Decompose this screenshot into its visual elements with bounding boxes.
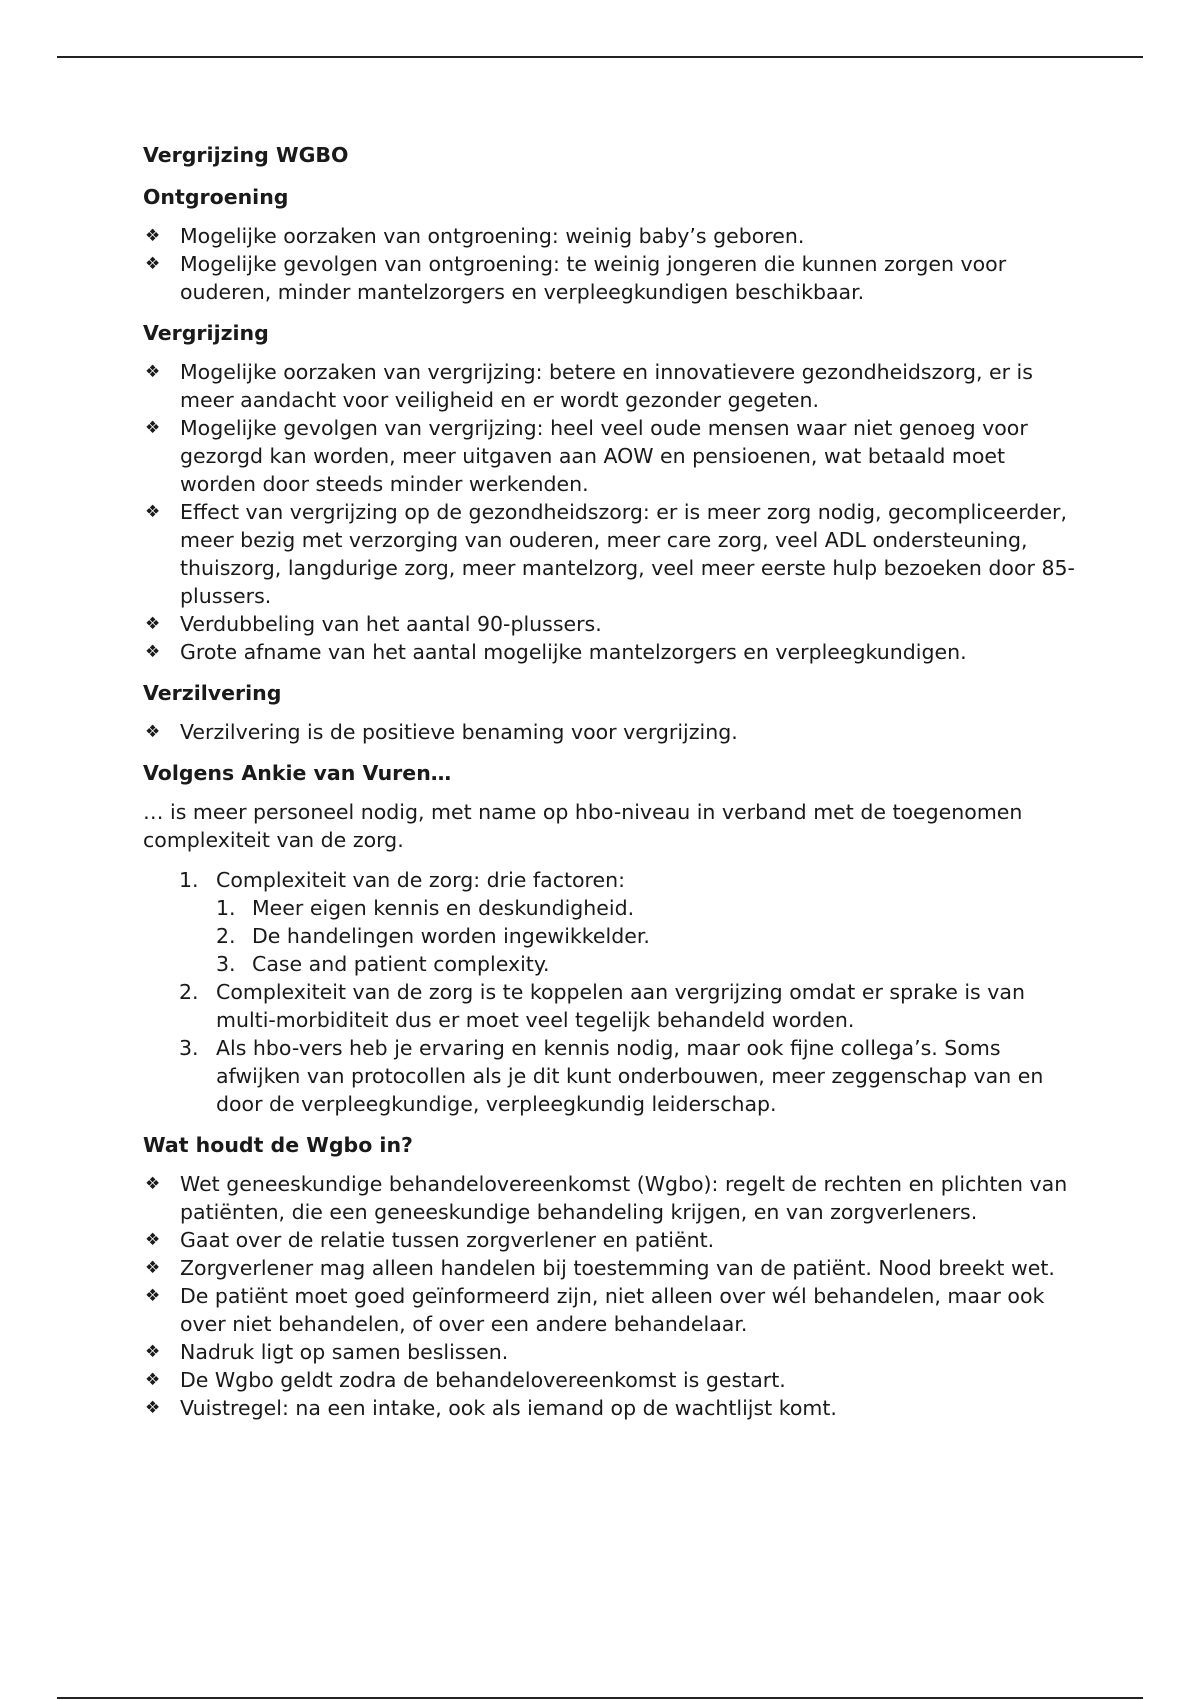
- diamond-bullet-icon: ❖: [145, 362, 161, 382]
- list-item: ❖ De Wgbo geldt zodra de behandelovereenkomst is gestart.: [145, 1368, 786, 1392]
- diamond-bullet-icon: ❖: [145, 1398, 161, 1418]
- list-item: ❖ Mogelijke gevolgen van ontgroening: te weinig jongeren die kunnen zorgen voor ouderen, minder mantelzorgers en verpleegkundigen beschikbaar.: [145, 252, 1007, 304]
- section-heading-ontgroening: Ontgroening: [143, 185, 289, 209]
- numbered-item: [143, 866, 1083, 978]
- section-heading-vergrijzing: Vergrijzing: [143, 321, 269, 345]
- sub-item: 3. Case and patient complexity.: [216, 952, 550, 976]
- section-heading-wgbo: Wat houdt de Wgbo in?: [143, 1133, 413, 1157]
- list-item: ❖ Mogelijke gevolgen van vergrijzing: heel veel oude mensen waar niet genoeg voor gezorgd kan worden, meer uitgaven aan AOW en pensioenen, wat betaald moet worden door steeds minder werkenden.: [145, 416, 1028, 496]
- diamond-bullet-icon: ❖: [145, 1258, 161, 1278]
- diamond-bullet-icon: ❖: [145, 1174, 161, 1194]
- list-item: ❖ Wet geneeskundige behandelovereenkomst (Wgbo): regelt de rechten en plichten van patiënten, die een geneeskundige behandeling krijgen, en van zorgverleners.: [145, 1172, 1068, 1224]
- item-number: 2.: [179, 980, 199, 1004]
- sub-item-number: 1.: [216, 896, 236, 920]
- list-item: ❖ Grote afname van het aantal mogelijke mantelzorgers en verpleegkundigen.: [145, 640, 967, 664]
- diamond-bullet-icon: ❖: [145, 1342, 161, 1362]
- diamond-bullet-icon: ❖: [145, 722, 161, 742]
- list-item: ❖ Mogelijke oorzaken van ontgroening: weinig baby’s geboren.: [145, 224, 805, 248]
- item-text: Complexiteit van de zorg is te koppelen aan vergrijzing omdat er sprake is van multi-morbiditeit dus er moet veel tegelijk behandeld worden.: [216, 980, 1025, 1032]
- list-item: ❖ Gaat over de relatie tussen zorgverlener en patiënt.: [145, 1228, 715, 1252]
- section-heading-ankie-van-vuren: Volgens Ankie van Vuren…: [143, 761, 452, 785]
- list-item: ❖ Nadruk ligt op samen beslissen.: [145, 1340, 509, 1364]
- sub-item: 2. De handelingen worden ingewikkelder.: [216, 924, 650, 948]
- section-heading-verzilvering: Verzilvering: [143, 681, 282, 705]
- sub-numbered-list: [216, 894, 1083, 978]
- diamond-bullet-icon: ❖: [145, 502, 161, 522]
- diamond-bullet-icon: ❖: [145, 226, 161, 246]
- diamond-bullet-icon: ❖: [145, 1230, 161, 1250]
- sub-item-number: 3.: [216, 952, 236, 976]
- diamond-bullet-icon: ❖: [145, 614, 161, 634]
- item-text: Als hbo-vers heb je ervaring en kennis nodig, maar ook fijne collega’s. Soms afwijken van protocollen als je dit kunt onderbouwen, meer zeggenschap van en door de verpleegkundige, verpleegkundig leiderschap.: [216, 1036, 1044, 1116]
- diamond-bullet-icon: ❖: [145, 1370, 161, 1390]
- item-number: 3.: [179, 1036, 199, 1060]
- list-item: ❖ Effect van vergrijzing op de gezondheidszorg: er is meer zorg nodig, gecompliceerder, meer bezig met verzorging van ouderen, meer care zorg, veel ADL ondersteuning, thuiszorg, langdurige zorg, meer mantelzorg, veel meer eerste hulp bezoeken door 85-plussers.: [145, 500, 1075, 608]
- sub-item-number: 2.: [216, 924, 236, 948]
- numbered-list: [143, 866, 1083, 1118]
- bullet-list-vergrijzing: [143, 358, 1083, 666]
- numbered-item: [143, 1034, 1083, 1118]
- item-text: Complexiteit van de zorg: drie factoren:: [216, 868, 626, 892]
- list-item: ❖ Zorgverlener mag alleen handelen bij toestemming van de patiënt. Nood breekt wet.: [145, 1256, 1055, 1280]
- sub-item: 1. Meer eigen kennis en deskundigheid.: [216, 896, 635, 920]
- numbered-item: [143, 978, 1083, 1034]
- diamond-bullet-icon: ❖: [145, 418, 161, 438]
- diamond-bullet-icon: ❖: [145, 642, 161, 662]
- document-title: Vergrijzing WGBO: [143, 143, 349, 167]
- document-page: [143, 140, 1083, 1434]
- diamond-bullet-icon: ❖: [145, 254, 161, 274]
- header-rule: [57, 56, 1143, 58]
- intro-paragraph: … is meer personeel nodig, met name op hbo-niveau in verband met de toegenomen complexiteit van de zorg.: [143, 800, 1023, 852]
- bullet-list-ontgroening: [143, 222, 1083, 306]
- bullet-list-wgbo: [143, 1170, 1083, 1422]
- list-item: ❖ Verzilvering is de positieve benaming voor vergrijzing.: [145, 720, 738, 744]
- bullet-list-verzilvering: [143, 718, 1083, 746]
- list-item: ❖ Vuistregel: na een intake, ook als iemand op de wachtlijst komt.: [145, 1396, 837, 1420]
- diamond-bullet-icon: ❖: [145, 1286, 161, 1306]
- list-item: ❖ Verdubbeling van het aantal 90-plussers.: [145, 612, 602, 636]
- footer-rule: [57, 1697, 1143, 1699]
- list-item: ❖ De patiënt moet goed geïnformeerd zijn, niet alleen over wél behandelen, maar ook over niet behandelen, of over een andere behandelaar.: [145, 1284, 1045, 1336]
- item-number: 1.: [179, 868, 199, 892]
- list-item: ❖ Mogelijke oorzaken van vergrijzing: betere en innovatievere gezondheidszorg, er is meer aandacht voor veiligheid en er wordt gezonder gegeten.: [145, 360, 1033, 412]
